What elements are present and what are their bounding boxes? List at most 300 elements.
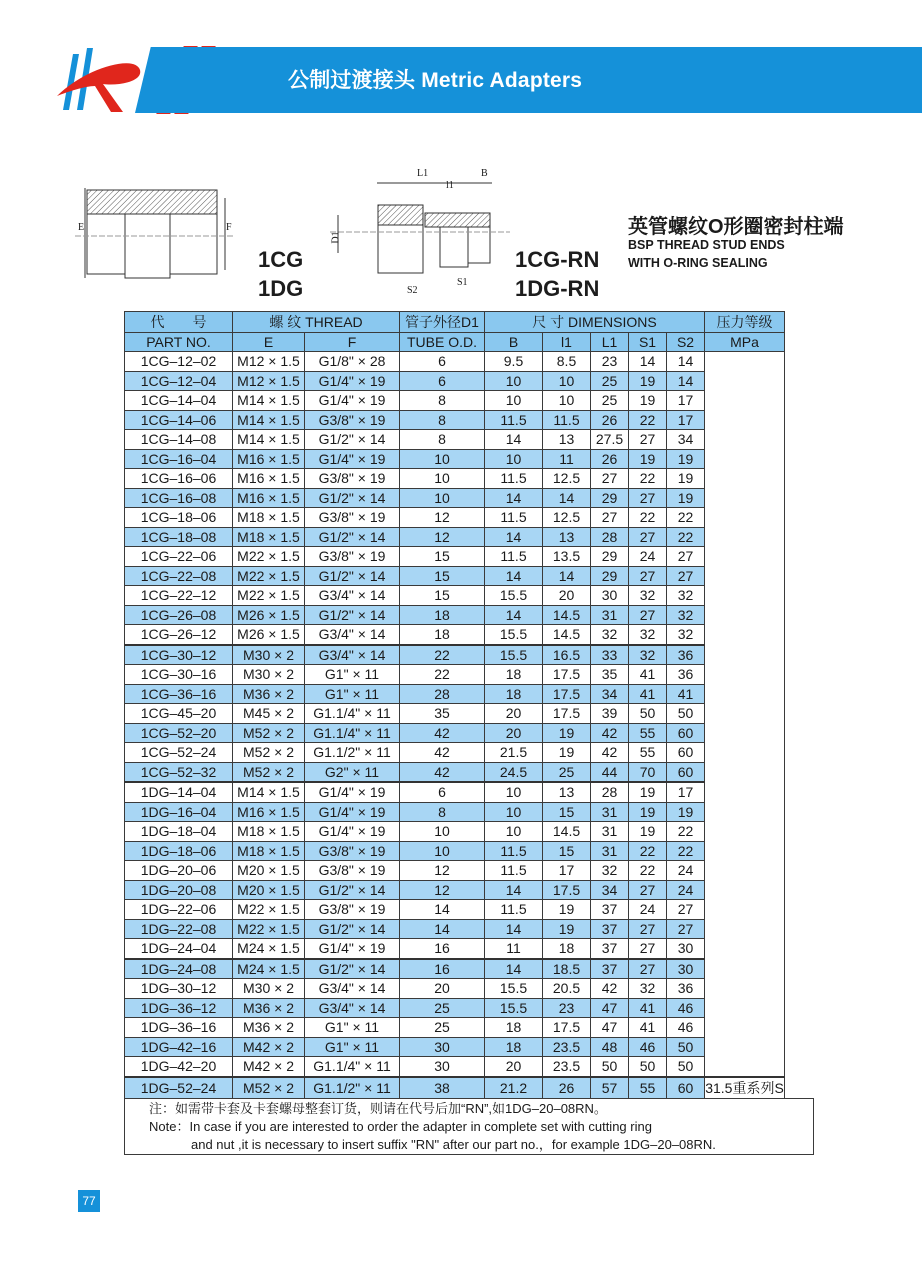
table-row: [125, 998, 785, 1018]
table-row: [125, 1057, 785, 1077]
table-cell: 25: [591, 371, 629, 391]
table-cell: 11: [543, 449, 591, 469]
table-row: [125, 822, 785, 842]
table-cell: 19: [629, 802, 667, 822]
table-cell: 8.5: [543, 352, 591, 372]
cell-part-no: 1CG–30–16: [125, 665, 233, 685]
table-cell: 27: [629, 527, 667, 547]
table-cell: 25: [591, 391, 629, 411]
table-cell: 27: [629, 939, 667, 959]
table-cell: M24 × 1.5: [233, 939, 305, 959]
cell-part-no: 1CG–30–12: [125, 645, 233, 665]
table-cell: G3/8" × 19: [305, 841, 400, 861]
table-cell: 8: [400, 410, 485, 430]
table-cell: G3/8" × 19: [305, 861, 400, 881]
table-cell: 55: [629, 1077, 667, 1099]
page-number: 77: [78, 1190, 100, 1212]
table-row: [125, 605, 785, 625]
table-cell: 22: [400, 645, 485, 665]
table-cell: 22: [667, 822, 705, 842]
table-cell: 32: [629, 586, 667, 606]
table-cell: 11.5: [485, 547, 543, 567]
table-cell: G3/4" × 14: [305, 645, 400, 665]
header-mpa: MPa: [705, 333, 785, 352]
table-cell: 11.5: [485, 469, 543, 489]
note-en-1: Note：In case if you are interested to order the adapter in complete set with cutting ring: [149, 1119, 652, 1134]
table-cell: 19: [629, 782, 667, 802]
table-cell: 39: [591, 704, 629, 724]
table-cell: 37: [591, 959, 629, 979]
table-cell: 44: [591, 762, 629, 782]
table-cell: 16: [400, 939, 485, 959]
cell-part-no: 1CG–14–08: [125, 430, 233, 450]
table-cell: 36: [667, 665, 705, 685]
table-cell: 13.5: [543, 547, 591, 567]
table-cell: M12 × 1.5: [233, 352, 305, 372]
table-cell: 18: [485, 1037, 543, 1057]
table-cell: M22 × 1.5: [233, 566, 305, 586]
table-cell: 22: [400, 665, 485, 685]
table-row: [125, 352, 785, 372]
table-row: [125, 508, 785, 528]
table-row: [125, 979, 785, 999]
table-cell: 6: [400, 371, 485, 391]
table-cell: G1/4" × 19: [305, 371, 400, 391]
table-cell: M18 × 1.5: [233, 508, 305, 528]
table-cell: 25: [543, 762, 591, 782]
table-cell: 15.5: [485, 998, 543, 1018]
spec-title-cn: 英管螺纹O形圈密封柱端: [628, 216, 844, 238]
table-cell: 42: [591, 979, 629, 999]
table-cell: 27: [629, 566, 667, 586]
table-row: [125, 488, 785, 508]
cell-part-no: 1DG–22–08: [125, 919, 233, 939]
table-cell: 57: [591, 1077, 629, 1099]
table-cell: 17.5: [543, 704, 591, 724]
table-cell: M14 × 1.5: [233, 430, 305, 450]
table-cell: 9.5: [485, 352, 543, 372]
cell-part-no: 1DG–18–04: [125, 822, 233, 842]
table-cell: 15: [543, 841, 591, 861]
table-cell: G1.1/2" × 11: [305, 743, 400, 763]
table-cell: M22 × 1.5: [233, 547, 305, 567]
adapter-drawing-right: [330, 175, 515, 290]
table-cell: G1/4" × 19: [305, 782, 400, 802]
table-cell: M52 × 2: [233, 743, 305, 763]
cell-part-no: 1CG–22–12: [125, 586, 233, 606]
table-cell: G1.1/4" × 11: [305, 1057, 400, 1077]
table-row: [125, 841, 785, 861]
table-cell: 29: [591, 566, 629, 586]
cell-part-no: 1DG–36–12: [125, 998, 233, 1018]
table-cell: 32: [629, 979, 667, 999]
table-cell: 12.5: [543, 469, 591, 489]
table-cell: M14 × 1.5: [233, 391, 305, 411]
table-cell: 31: [591, 841, 629, 861]
cell-part-no: 1CG–26–12: [125, 625, 233, 645]
model-label-1dg: 1DG: [258, 276, 304, 301]
table-cell: 23.5: [543, 1057, 591, 1077]
table-cell: 11.5: [485, 508, 543, 528]
table-cell: 28: [591, 782, 629, 802]
table-row: [125, 449, 785, 469]
model-label-1dg-rn: 1DG-RN: [515, 276, 600, 301]
table-cell: 19: [629, 371, 667, 391]
table-cell: 47: [591, 998, 629, 1018]
table-cell: 23: [591, 352, 629, 372]
table-cell: 10: [485, 822, 543, 842]
header-l1-small: l1: [543, 333, 591, 352]
header-tube-od: TUBE O.D.: [400, 333, 485, 352]
cell-part-no: 1DG–14–04: [125, 782, 233, 802]
table-cell: 25: [400, 998, 485, 1018]
table-cell: 11.5: [485, 861, 543, 881]
header-dimensions: 尺 寸 DIMENSIONS: [485, 312, 705, 333]
cell-part-no: 1CG–52–24: [125, 743, 233, 763]
table-cell: 8: [400, 802, 485, 822]
table-cell: 14: [485, 527, 543, 547]
table-cell: 24: [667, 861, 705, 881]
table-cell: G3/4" × 14: [305, 998, 400, 1018]
header-part-no: PART NO.: [125, 333, 233, 352]
table-cell: 17: [667, 391, 705, 411]
header-pressure-cn: 压力等级: [705, 312, 785, 333]
table-cell: G1/4" × 19: [305, 939, 400, 959]
cell-part-no: 1CG–22–06: [125, 547, 233, 567]
table-cell: 37: [591, 919, 629, 939]
table-cell: M16 × 1.5: [233, 802, 305, 822]
table-cell: G1/4" × 19: [305, 802, 400, 822]
page-title: 公制过渡接头 Metric Adapters: [288, 69, 583, 92]
order-note: [124, 1098, 814, 1155]
table-cell: 42: [400, 743, 485, 763]
table-cell: 22: [629, 508, 667, 528]
table-row: [125, 743, 785, 763]
table-row: [125, 762, 785, 782]
table-cell: 14: [485, 959, 543, 979]
table-cell: 19: [543, 919, 591, 939]
table-cell: 18: [400, 605, 485, 625]
table-cell: 20.5: [543, 979, 591, 999]
table-cell: 33: [591, 645, 629, 665]
header-b: B: [485, 333, 543, 352]
header-s2: S2: [667, 333, 705, 352]
table-cell: 41: [667, 684, 705, 704]
table-cell: 32: [629, 645, 667, 665]
table-cell: G1.1/4" × 11: [305, 704, 400, 724]
table-cell: 29: [591, 547, 629, 567]
table-cell: 22: [667, 508, 705, 528]
table-row: [125, 625, 785, 645]
table-cell: M52 × 2: [233, 762, 305, 782]
table-row: [125, 371, 785, 391]
table-cell: 55: [629, 723, 667, 743]
table-row: [125, 547, 785, 567]
table-cell: 26: [543, 1077, 591, 1099]
table-row: [125, 1037, 785, 1057]
table-cell: 23: [543, 998, 591, 1018]
table-cell: M22 × 1.5: [233, 900, 305, 920]
table-cell: 12: [400, 880, 485, 900]
cell-part-no: 1CG–26–08: [125, 605, 233, 625]
table-cell: 41: [629, 684, 667, 704]
table-cell: 10: [400, 449, 485, 469]
table-cell: M42 × 2: [233, 1057, 305, 1077]
table-row: [125, 684, 785, 704]
table-cell: G1/4" × 19: [305, 822, 400, 842]
spec-title-en-1: BSP THREAD STUD ENDS: [628, 238, 785, 252]
table-cell: 13: [543, 527, 591, 547]
cell-part-no: 1CG–12–04: [125, 371, 233, 391]
table-cell: 15: [400, 547, 485, 567]
pressure-rating: 31.5重系列S: [705, 1077, 785, 1099]
table-cell: 50: [591, 1057, 629, 1077]
table-cell: 42: [400, 762, 485, 782]
table-cell: 12: [400, 861, 485, 881]
table-cell: M18 × 1.5: [233, 527, 305, 547]
cell-part-no: 1CG–22–08: [125, 566, 233, 586]
table-cell: 14: [543, 566, 591, 586]
table-cell: 35: [400, 704, 485, 724]
cell-part-no: 1DG–42–16: [125, 1037, 233, 1057]
dim-label-s1: S1: [457, 277, 468, 288]
table-cell: 36: [667, 979, 705, 999]
table-cell: G1.1/4" × 11: [305, 723, 400, 743]
table-cell: 14: [485, 566, 543, 586]
dim-label-s2: S2: [407, 285, 418, 296]
table-cell: 10: [485, 371, 543, 391]
table-cell: 46: [629, 1037, 667, 1057]
table-cell: 27: [667, 547, 705, 567]
table-cell: 12.5: [543, 508, 591, 528]
table-cell: 10: [543, 371, 591, 391]
table-header-row: [125, 312, 785, 333]
table-row: [125, 959, 785, 979]
table-cell: 34: [591, 684, 629, 704]
table-cell: 26: [591, 410, 629, 430]
table-cell: G3/4" × 14: [305, 979, 400, 999]
table-cell: 35: [591, 665, 629, 685]
table-cell: 36: [667, 645, 705, 665]
table-cell: 24.5: [485, 762, 543, 782]
cell-part-no: 1CG–18–08: [125, 527, 233, 547]
table-cell: M30 × 2: [233, 645, 305, 665]
table-cell: 32: [667, 605, 705, 625]
table-cell: 15.5: [485, 586, 543, 606]
table-cell: 6: [400, 352, 485, 372]
table-cell: M26 × 1.5: [233, 625, 305, 645]
table-cell: 22: [667, 841, 705, 861]
table-cell: 70: [629, 762, 667, 782]
table-cell: 22: [629, 841, 667, 861]
table-cell: 27: [629, 430, 667, 450]
table-cell: 11.5: [485, 410, 543, 430]
table-cell: 28: [400, 684, 485, 704]
table-cell: 22: [629, 469, 667, 489]
table-cell: 15: [400, 566, 485, 586]
table-cell: G1" × 11: [305, 665, 400, 685]
table-row: [125, 861, 785, 881]
table-cell: 22: [629, 861, 667, 881]
table-cell: 10: [543, 391, 591, 411]
table-cell: 17.5: [543, 665, 591, 685]
table-cell: 19: [667, 469, 705, 489]
table-cell: 50: [667, 1037, 705, 1057]
table-cell: 50: [629, 704, 667, 724]
table-cell: 10: [485, 782, 543, 802]
table-cell: M16 × 1.5: [233, 488, 305, 508]
table-cell: 10: [400, 488, 485, 508]
table-cell: 27: [629, 919, 667, 939]
header-s1: S1: [629, 333, 667, 352]
table-cell: 46: [667, 1018, 705, 1038]
table-cell: 20: [400, 979, 485, 999]
table-cell: 19: [543, 743, 591, 763]
table-row: [125, 880, 785, 900]
table-cell: 14: [667, 352, 705, 372]
table-cell: 11.5: [543, 410, 591, 430]
table-cell: 38: [400, 1077, 485, 1099]
table-cell: G1/2" × 14: [305, 919, 400, 939]
cell-part-no: 1DG–36–16: [125, 1018, 233, 1038]
table-cell: M30 × 2: [233, 979, 305, 999]
table-cell: G1" × 11: [305, 684, 400, 704]
table-cell: 16: [400, 959, 485, 979]
table-cell: 18: [543, 939, 591, 959]
table-cell: 19: [667, 488, 705, 508]
table-cell: G1/2" × 14: [305, 566, 400, 586]
table-cell: G1.1/2" × 11: [305, 1077, 400, 1099]
table-row: [125, 782, 785, 802]
table-cell: 19: [667, 449, 705, 469]
cell-part-no: 1DG–20–08: [125, 880, 233, 900]
table-cell: G2" × 11: [305, 762, 400, 782]
table-cell: 14: [400, 919, 485, 939]
table-cell: 15.5: [485, 979, 543, 999]
cell-part-no: 1DG–18–06: [125, 841, 233, 861]
header-L1: L1: [591, 333, 629, 352]
table-cell: 8: [400, 430, 485, 450]
table-cell: M52 × 2: [233, 723, 305, 743]
table-cell: 22: [629, 410, 667, 430]
table-cell: M36 × 2: [233, 998, 305, 1018]
table-cell: 18: [485, 1018, 543, 1038]
table-cell: 30: [400, 1037, 485, 1057]
table-cell: 25: [400, 1018, 485, 1038]
table-row: [125, 665, 785, 685]
cell-part-no: 1DG–52–24: [125, 1077, 233, 1099]
table-cell: 13: [543, 430, 591, 450]
table-cell: 17: [667, 410, 705, 430]
table-cell: 20: [485, 1057, 543, 1077]
table-cell: 17: [543, 861, 591, 881]
table-cell: 21.5: [485, 743, 543, 763]
note-en-2: and nut ,it is necessary to insert suffix "RN" after our part no.，for example 1DG–20–08RN.: [191, 1137, 716, 1152]
table-cell: 27: [629, 605, 667, 625]
table-subheader-row: [125, 333, 785, 352]
table-cell: 24: [629, 547, 667, 567]
table-row: [125, 723, 785, 743]
table-row: [125, 410, 785, 430]
table-row: [125, 900, 785, 920]
table-cell: 30: [667, 959, 705, 979]
adapter-spec-table: [124, 311, 785, 1099]
table-cell: G1/8" × 28: [305, 352, 400, 372]
table-cell: G1" × 11: [305, 1018, 400, 1038]
table-cell: G1/4" × 19: [305, 391, 400, 411]
table-cell: 10: [400, 469, 485, 489]
table-cell: 27: [667, 900, 705, 920]
table-cell: 60: [667, 723, 705, 743]
table-cell: 14: [667, 371, 705, 391]
table-cell: 31: [591, 802, 629, 822]
table-cell: 14.5: [543, 822, 591, 842]
header-tube-cn: 管子外径D1: [400, 312, 485, 333]
header-f: F: [305, 333, 400, 352]
table-cell: M20 × 1.5: [233, 861, 305, 881]
table-cell: 18.5: [543, 959, 591, 979]
table-cell: G1" × 11: [305, 1037, 400, 1057]
table-cell: 17.5: [543, 880, 591, 900]
table-cell: 27: [629, 880, 667, 900]
cell-part-no: 1CG–16–04: [125, 449, 233, 469]
table-row: [125, 1077, 785, 1099]
table-cell: 48: [591, 1037, 629, 1057]
table-cell: 14: [485, 880, 543, 900]
table-cell: 10: [400, 841, 485, 861]
table-cell: M26 × 1.5: [233, 605, 305, 625]
cell-part-no: 1CG–16–08: [125, 488, 233, 508]
table-cell: M14 × 1.5: [233, 410, 305, 430]
table-cell: M52 × 2: [233, 1077, 305, 1099]
table-cell: 27: [591, 469, 629, 489]
table-cell: M45 × 2: [233, 704, 305, 724]
model-label-1cg: 1CG: [258, 247, 304, 272]
table-cell: 27: [591, 508, 629, 528]
cell-part-no: 1DG–42–20: [125, 1057, 233, 1077]
table-cell: 27: [667, 566, 705, 586]
table-cell: 15: [400, 586, 485, 606]
table-cell: 15.5: [485, 625, 543, 645]
table-cell: 6: [400, 782, 485, 802]
table-cell: 30: [400, 1057, 485, 1077]
table-cell: 42: [591, 723, 629, 743]
table-cell: 55: [629, 743, 667, 763]
table-cell: 26: [591, 449, 629, 469]
table-cell: G3/4" × 14: [305, 586, 400, 606]
table-cell: M18 × 1.5: [233, 822, 305, 842]
table-cell: G1/4" × 19: [305, 449, 400, 469]
table-row: [125, 391, 785, 411]
table-cell: 17: [667, 782, 705, 802]
table-cell: 28: [591, 527, 629, 547]
table-cell: 19: [629, 822, 667, 842]
table-cell: 22: [667, 527, 705, 547]
table-cell: 32: [629, 625, 667, 645]
table-row: [125, 430, 785, 450]
table-cell: M22 × 1.5: [233, 586, 305, 606]
table-cell: M22 × 1.5: [233, 919, 305, 939]
table-cell: 10: [485, 802, 543, 822]
table-cell: G3/8" × 19: [305, 469, 400, 489]
table-cell: M36 × 2: [233, 684, 305, 704]
table-cell: 15.5: [485, 645, 543, 665]
table-cell: 50: [667, 704, 705, 724]
table-cell: 21.2: [485, 1077, 543, 1099]
table-cell: 14.5: [543, 625, 591, 645]
table-row: [125, 586, 785, 606]
table-cell: 8: [400, 391, 485, 411]
